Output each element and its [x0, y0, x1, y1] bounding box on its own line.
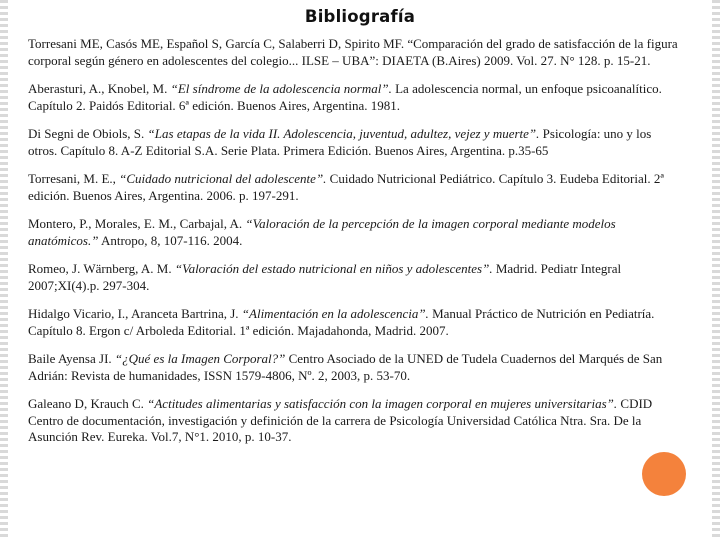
reference-item-7 [28, 306, 680, 339]
reference-list [28, 36, 680, 458]
left-dotted-border [0, 0, 8, 540]
reference-title: “Alimentación en la adolescencia”. [241, 306, 429, 321]
reference-item-5 [28, 216, 680, 249]
reference-item-4 [28, 171, 680, 204]
reference-authors: Aberasturi, A., Knobel, M. [28, 81, 171, 96]
reference-authors: Di Segni de Obiols, S. [28, 126, 148, 141]
reference-source: Manual Práctico de Nutrición en Pediatría. Capítulo 8. Ergon c/ Arboleda Editorial. 1ª edición. Majadahonda, Madrid. 2007. [28, 306, 655, 338]
reference-source: CDID Centro de documentación, investigación y definición de la carrera de Psicología Universidad Católica Ntra. Sra. De la Asunción Rev. Eureka. Vol.7, N°1. 2010, p. 10-37. [28, 396, 653, 444]
reference-title: “Actitudes alimentarias y satisfacción con la imagen corporal en mujeres universitarias”. [147, 396, 618, 411]
reference-title: “Cuidado nutricional del adolescente”. [119, 171, 327, 186]
reference-authors: Hidalgo Vicario, I., Aranceta Bartrina, J. [28, 306, 242, 321]
reference-source: Psicología: uno y los otros. Capítulo 8. A-Z Editorial S.A. Serie Plata. Primera Edición. Buenos Aires, Argentina. p.35-65 [28, 126, 652, 158]
reference-title: “Valoración de la percepción de la imagen corporal mediante modelos anatómicos.” [28, 216, 616, 248]
reference-authors: Baile Ayensa JI. [28, 351, 115, 366]
reference-item-9 [28, 396, 680, 446]
reference-title: “El síndrome de la adolescencia normal”. [170, 81, 392, 96]
reference-source: Madrid. Pediatr Integral 2007;XI(4).p. 297-304. [28, 261, 622, 293]
reference-title: “Valoración del estado nutricional en niños y adolescentes”. [174, 261, 493, 276]
orange-circle-decoration [642, 452, 686, 496]
reference-source: La adolescencia normal, un enfoque psicoanalítico. Capítulo 2. Paidós Editorial. 6ª edición. Buenos Aires, Argentina. 1981. [28, 81, 662, 113]
page-title: Bibliografía [304, 7, 416, 26]
reference-authors: Romeo, J. Wärnberg, A. M. [28, 261, 175, 276]
reference-source: Cuidado Nutricional Pediátrico. Capítulo 3. Eudeba Editorial. 2ª edición. Buenos Aires, Argentina. 2006. p. 197-291. [28, 171, 664, 203]
reference-item-1 [28, 36, 680, 69]
reference-title: “Las etapas de la vida II. Adolescencia, juventud, adultez, vejez y muerte”. [147, 126, 540, 141]
reference-authors: Torresani, M. E., [28, 171, 120, 186]
reference-title: “¿Qué es la Imagen Corporal?” [114, 351, 286, 366]
reference-authors: Montero, P., Morales, E. M., Carbajal, A. [28, 216, 246, 231]
right-dotted-border [712, 0, 720, 540]
reference-text: Torresani ME, Casós ME, Español S, García C, Salaberri D, Spirito MF. “Comparación del grado de satisfacción de la figura corporal según género en adolescentes del colegio... ILSE – UBA”: DIAETA (B.Aires) 2009. Vol. 27. N° 128. p. 15-21. [28, 36, 678, 68]
reference-item-2 [28, 81, 680, 114]
reference-source: Centro Asociado de la UNED de Tudela Cuadernos del Marqués de San Adrián: Revista de humanidades, ISSN 1579-4806, Nº. 2, 2003, p. 53-70. [28, 351, 663, 383]
reference-item-6 [28, 261, 680, 294]
reference-item-8 [28, 351, 680, 384]
reference-authors: Galeano D, Krauch C. [28, 396, 148, 411]
reference-source: Antropo, 8, 107-116. 2004. [98, 232, 243, 248]
reference-item-3 [28, 126, 680, 159]
